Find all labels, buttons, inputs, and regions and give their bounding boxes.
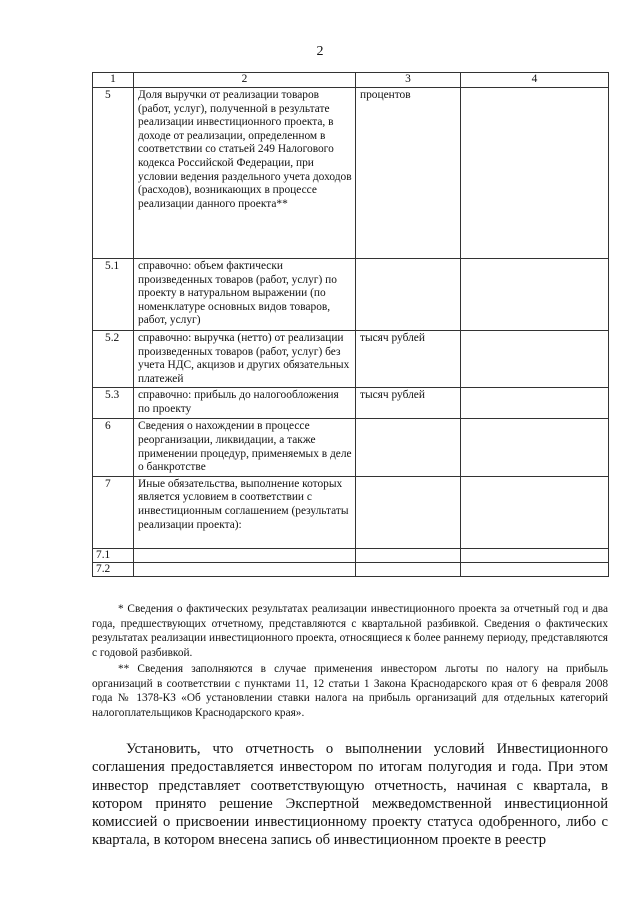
row-name <box>134 548 356 562</box>
row-number: 5.3 <box>93 388 134 419</box>
header-cell: 1 <box>93 73 134 88</box>
table-row <box>93 419 609 476</box>
row-number: 7.1 <box>93 548 134 562</box>
row-number: 7 <box>93 476 134 548</box>
row-value <box>461 331 609 388</box>
page-number: 2 <box>316 44 324 59</box>
row-value <box>461 88 609 259</box>
header-cell: 3 <box>356 73 461 88</box>
row-number: 5 <box>93 88 134 259</box>
table-row <box>93 388 609 419</box>
footnote-1 <box>92 602 608 660</box>
row-name: Сведения о нахождении в процессе реорганизации, ликвидации, а также применении процедур, применяемых в деле о банкротстве <box>134 419 356 476</box>
footnote-1-text: * Сведения о фактических результатах реализации инвестиционного проекта за отчетный год и два года, предшествующих отчетному, представляются с квартальной разбивкой. Сведения о фактических результатах реализации инвестиционного проекта, относящиеся к более раннему периоду, представляются с годовой разбивкой. <box>92 603 608 659</box>
row-value <box>461 419 609 476</box>
table-row <box>93 562 609 576</box>
header-cell: 2 <box>134 73 356 88</box>
row-name <box>134 562 356 576</box>
report-table <box>92 72 609 577</box>
row-value <box>461 562 609 576</box>
row-unit: тысяч рублей <box>356 331 461 388</box>
row-unit: процентов <box>356 88 461 259</box>
row-number: 7.2 <box>93 562 134 576</box>
table-row <box>93 331 609 388</box>
row-name: справочно: выручка (нетто) от реализации произведенных товаров (работ, услуг) без учета НДС, акцизов и других обязательных платежей <box>134 331 356 388</box>
row-name: справочно: объем фактически произведенных товаров (работ, услуг) по проекту в натуральном выражении (по номенклатуре основных видов товаров, работ, услуг) <box>134 259 356 331</box>
row-unit <box>356 419 461 476</box>
footnote-2-text: ** Сведения заполняются в случае применения инвестором льготы по налогу на прибыль организаций в соответствии с пунктами 11, 12 статьи 1 Закона Краснодарского края от 6 февраля 2008 года № 1378-КЗ «Об установлении ставки налога на прибыль организаций для отдельных категорий налогоплательщиков Краснодарского края». <box>92 663 608 719</box>
row-number: 5.1 <box>93 259 134 331</box>
table-row <box>93 476 609 548</box>
row-unit <box>356 476 461 548</box>
row-value <box>461 259 609 331</box>
row-unit <box>356 548 461 562</box>
row-name: Иные обязательства, выполнение которых является условием в соответствии с инвестиционным соглашением (результаты реализации проекта): <box>134 476 356 548</box>
row-unit <box>356 259 461 331</box>
row-value <box>461 548 609 562</box>
row-number: 6 <box>93 419 134 476</box>
body-paragraph-text: Установить, что отчетность о выполнении условий Инвестиционного соглашения предоставляется инвестором по итогам полугодия и года. При этом инвестор представляет соответствующую отчетность, начиная с квартала, в котором принято решение Экспертной межведомственной инвестиционной комиссией о присвоении инвестиционному проекту статуса одобренного, либо с квартала, в котором внесена запись об инвестиционном проекте в реестр <box>92 741 608 849</box>
row-name: Доля выручки от реализации товаров (работ, услуг), полученной в результате реализации инвестиционного проекта, в доходе от реализации, определенном в соответствии со статьей 249 Налогового кодекса Российской Федерации, при условии ведения раздельного учета доходов (расходов), возникающих в процессе реализации данного проекта** <box>134 88 356 259</box>
row-unit <box>356 562 461 576</box>
table-header-row <box>93 73 609 88</box>
row-value <box>461 388 609 419</box>
row-value <box>461 476 609 548</box>
table-row <box>93 88 609 259</box>
table-row <box>93 259 609 331</box>
row-name: справочно: прибыль до налогообложения по проекту <box>134 388 356 419</box>
row-unit: тысяч рублей <box>356 388 461 419</box>
table-row <box>93 548 609 562</box>
footnote-2 <box>92 662 608 720</box>
header-cell: 4 <box>461 73 609 88</box>
body-paragraph <box>92 740 608 850</box>
row-number: 5.2 <box>93 331 134 388</box>
